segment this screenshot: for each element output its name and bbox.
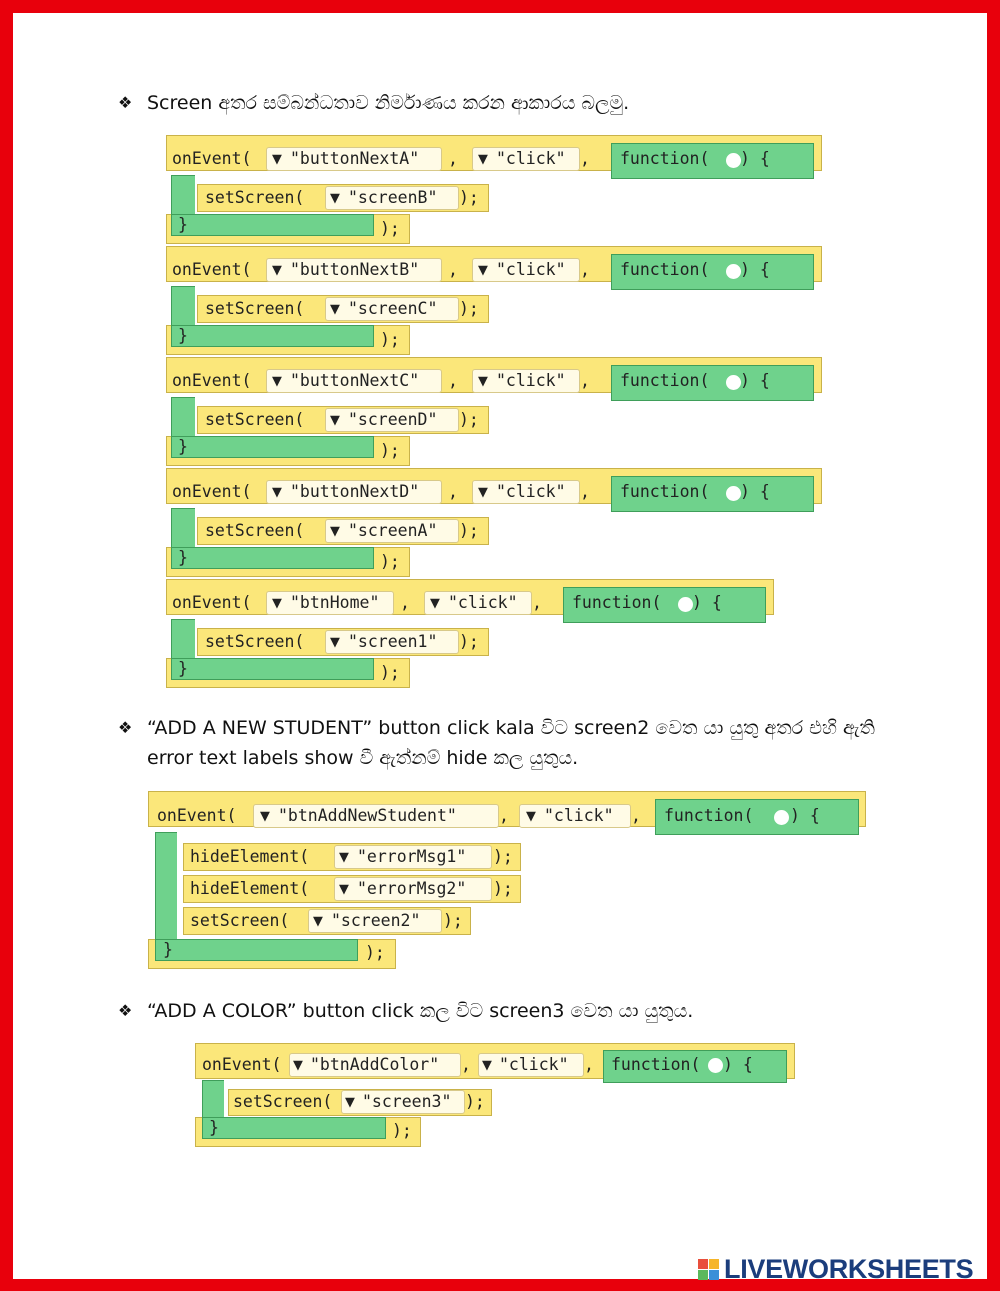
function-keyword: function( bbox=[664, 806, 754, 825]
dropdown-arrow-icon: ▼ bbox=[339, 879, 349, 898]
comma: , bbox=[448, 482, 458, 501]
set-screen-keyword: setScreen( bbox=[190, 911, 290, 930]
event-type-dropdown[interactable] bbox=[478, 1053, 584, 1077]
function-close-brace: } bbox=[178, 215, 188, 234]
statement-close: ); bbox=[493, 847, 513, 866]
function-footer bbox=[171, 658, 374, 680]
element-id-dropdown[interactable] bbox=[266, 258, 442, 282]
function-keyword: function( bbox=[620, 260, 710, 279]
dropdown-arrow-icon: ▼ bbox=[339, 847, 349, 866]
hide-target-value-1: "errorMsg1" bbox=[357, 847, 467, 866]
element-id-value: "buttonNextA" bbox=[290, 149, 420, 168]
dropdown-arrow-icon: ▼ bbox=[272, 593, 282, 612]
comma: , bbox=[580, 482, 590, 501]
dropdown-arrow-icon: ▼ bbox=[430, 593, 440, 612]
element-id-value: "buttonNextB" bbox=[290, 260, 420, 279]
screen-dropdown[interactable] bbox=[325, 186, 459, 210]
param-slot-icon bbox=[726, 264, 741, 279]
screen-dropdown[interactable] bbox=[325, 519, 459, 543]
event-type-value: "click" bbox=[496, 149, 566, 168]
event-type-dropdown[interactable] bbox=[519, 804, 631, 828]
onevent-close: ); bbox=[380, 219, 400, 238]
screen-value: "screen1" bbox=[348, 632, 438, 651]
comma: , bbox=[461, 1055, 471, 1074]
screen-dropdown[interactable] bbox=[325, 408, 459, 432]
set-screen-keyword: setScreen( bbox=[205, 410, 305, 429]
bullet-text-line2: error text labels show වී ඇත්නම් hide කල යුතුය. bbox=[147, 747, 579, 769]
element-id-value: "btnAddNewStudent" bbox=[278, 806, 457, 825]
element-id-dropdown[interactable] bbox=[266, 369, 442, 393]
element-id-dropdown[interactable] bbox=[266, 480, 442, 504]
element-id-dropdown[interactable] bbox=[266, 591, 394, 615]
statement-close: ); bbox=[459, 188, 479, 207]
dropdown-arrow-icon: ▼ bbox=[330, 299, 340, 318]
dropdown-arrow-icon: ▼ bbox=[478, 482, 488, 501]
comma: , bbox=[580, 149, 590, 168]
function-footer bbox=[171, 325, 374, 347]
hide-target-dropdown-1[interactable] bbox=[334, 845, 492, 869]
statement-close: ); bbox=[493, 879, 513, 898]
event-type-dropdown[interactable] bbox=[472, 369, 580, 393]
event-type-dropdown[interactable] bbox=[424, 591, 532, 615]
bullet-text: “ADD A COLOR” button click කල විට screen3 වෙත යා යුතුය. bbox=[147, 1000, 694, 1022]
hide-target-value-2: "errorMsg2" bbox=[357, 879, 467, 898]
diamond-bullet-icon: ❖ bbox=[118, 93, 133, 112]
onevent-keyword: onEvent( bbox=[172, 482, 252, 501]
comma: , bbox=[584, 1055, 594, 1074]
onevent-close: ); bbox=[380, 330, 400, 349]
onevent-keyword: onEvent( bbox=[172, 371, 252, 390]
dropdown-arrow-icon: ▼ bbox=[272, 482, 282, 501]
function-footer bbox=[202, 1117, 386, 1139]
comma: , bbox=[400, 593, 410, 612]
dropdown-arrow-icon: ▼ bbox=[260, 806, 270, 825]
event-type-value: "click" bbox=[499, 1055, 569, 1074]
function-open-brace: ) { bbox=[692, 593, 722, 612]
onevent-close: ); bbox=[380, 552, 400, 571]
dropdown-arrow-icon: ▼ bbox=[330, 521, 340, 540]
dropdown-arrow-icon: ▼ bbox=[330, 410, 340, 429]
screen-value: "screenA" bbox=[348, 521, 438, 540]
event-type-value: "click" bbox=[496, 371, 566, 390]
onevent-keyword: onEvent( bbox=[172, 593, 252, 612]
screen-dropdown[interactable] bbox=[325, 297, 459, 321]
function-footer bbox=[155, 939, 358, 961]
diamond-bullet-icon: ❖ bbox=[118, 718, 133, 737]
hide-element-keyword: hideElement( bbox=[190, 847, 310, 866]
screen-dropdown[interactable] bbox=[325, 630, 459, 654]
event-type-value: "click" bbox=[448, 593, 518, 612]
element-id-dropdown[interactable] bbox=[266, 147, 442, 171]
dropdown-arrow-icon: ▼ bbox=[478, 371, 488, 390]
dropdown-arrow-icon: ▼ bbox=[330, 188, 340, 207]
screen-value: "screenB" bbox=[348, 188, 438, 207]
logo-text: LIVEWORKSHEETS bbox=[724, 1254, 974, 1284]
dropdown-arrow-icon: ▼ bbox=[482, 1055, 492, 1074]
dropdown-arrow-icon: ▼ bbox=[313, 911, 323, 930]
onevent-keyword: onEvent( bbox=[172, 260, 252, 279]
statement-close: ); bbox=[459, 521, 479, 540]
param-slot-icon bbox=[774, 810, 789, 825]
comma: , bbox=[448, 371, 458, 390]
function-close-brace: } bbox=[178, 659, 188, 678]
element-id-value: "buttonNextD" bbox=[290, 482, 420, 501]
dropdown-arrow-icon: ▼ bbox=[478, 260, 488, 279]
event-type-value: "click" bbox=[544, 806, 614, 825]
param-slot-icon bbox=[726, 153, 741, 168]
event-type-dropdown[interactable] bbox=[472, 480, 580, 504]
bullet-text-line1: “ADD A NEW STUDENT” button click kala විට screen2 වෙත යා යුතු අතර එහි ඇති bbox=[147, 717, 875, 739]
screen-dropdown[interactable] bbox=[308, 909, 442, 933]
dropdown-arrow-icon: ▼ bbox=[272, 149, 282, 168]
statement-close: ); bbox=[459, 299, 479, 318]
bullet-text: Screen අතර සම්බන්ධතාව නිර්මාණය කරන ආකාරය බලමු. bbox=[147, 92, 630, 114]
comma: , bbox=[448, 260, 458, 279]
function-open-brace: ) { bbox=[723, 1055, 753, 1074]
screen-value: "screenD" bbox=[348, 410, 438, 429]
screen-value: "screen2" bbox=[331, 911, 421, 930]
statement-close: ); bbox=[465, 1092, 485, 1111]
function-footer bbox=[171, 214, 374, 236]
param-slot-icon bbox=[708, 1058, 723, 1073]
onevent-keyword: onEvent( bbox=[172, 149, 252, 168]
dropdown-arrow-icon: ▼ bbox=[478, 149, 488, 168]
screen-dropdown[interactable] bbox=[341, 1090, 465, 1114]
set-screen-keyword: setScreen( bbox=[205, 299, 305, 318]
event-type-dropdown[interactable] bbox=[472, 147, 580, 171]
function-open-brace: ) { bbox=[740, 149, 770, 168]
dropdown-arrow-icon: ▼ bbox=[526, 806, 536, 825]
function-keyword: function( bbox=[620, 482, 710, 501]
function-keyword: function( bbox=[611, 1055, 701, 1074]
onevent-close: ); bbox=[392, 1121, 412, 1140]
function-open-brace: ) { bbox=[740, 260, 770, 279]
function-close-brace: } bbox=[178, 548, 188, 567]
function-close-brace: } bbox=[178, 437, 188, 456]
dropdown-arrow-icon: ▼ bbox=[330, 632, 340, 651]
element-id-dropdown[interactable] bbox=[289, 1053, 461, 1077]
logo-blocks-icon bbox=[698, 1259, 720, 1281]
set-screen-keyword: setScreen( bbox=[205, 188, 305, 207]
function-open-brace: ) { bbox=[790, 806, 820, 825]
onevent-close: ); bbox=[365, 943, 385, 962]
hide-element-keyword: hideElement( bbox=[190, 879, 310, 898]
set-screen-keyword: setScreen( bbox=[233, 1092, 333, 1111]
dropdown-arrow-icon: ▼ bbox=[293, 1055, 303, 1074]
screen-value: "screenC" bbox=[348, 299, 438, 318]
function-keyword: function( bbox=[572, 593, 662, 612]
function-keyword: function( bbox=[620, 149, 710, 168]
onevent-keyword: onEvent( bbox=[202, 1055, 282, 1074]
event-type-value: "click" bbox=[496, 482, 566, 501]
dropdown-arrow-icon: ▼ bbox=[272, 260, 282, 279]
param-slot-icon bbox=[726, 486, 741, 501]
comma: , bbox=[580, 371, 590, 390]
diamond-bullet-icon: ❖ bbox=[118, 1001, 133, 1020]
element-id-value: "btnAddColor" bbox=[310, 1055, 440, 1074]
function-keyword: function( bbox=[620, 371, 710, 390]
dropdown-arrow-icon: ▼ bbox=[345, 1092, 355, 1111]
function-close-brace: } bbox=[178, 326, 188, 345]
onevent-close: ); bbox=[380, 441, 400, 460]
function-open-brace: ) { bbox=[740, 482, 770, 501]
function-close-brace: } bbox=[163, 940, 173, 959]
function-close-brace: } bbox=[209, 1118, 219, 1137]
comma: , bbox=[448, 149, 458, 168]
hide-target-dropdown-2[interactable] bbox=[334, 877, 492, 901]
comma: , bbox=[532, 593, 542, 612]
set-screen-keyword: setScreen( bbox=[205, 521, 305, 540]
set-screen-keyword: setScreen( bbox=[205, 632, 305, 651]
dropdown-arrow-icon: ▼ bbox=[272, 371, 282, 390]
comma: , bbox=[499, 806, 509, 825]
function-open-brace: ) { bbox=[740, 371, 770, 390]
event-type-value: "click" bbox=[496, 260, 566, 279]
function-footer bbox=[171, 547, 374, 569]
element-id-value: "buttonNextC" bbox=[290, 371, 420, 390]
element-id-dropdown[interactable] bbox=[253, 804, 499, 828]
event-type-dropdown[interactable] bbox=[472, 258, 580, 282]
param-slot-icon bbox=[726, 375, 741, 390]
function-footer bbox=[171, 436, 374, 458]
comma: , bbox=[631, 806, 641, 825]
onevent-keyword: onEvent( bbox=[157, 806, 237, 825]
statement-close: ); bbox=[459, 410, 479, 429]
statement-close: ); bbox=[443, 911, 463, 930]
onevent-close: ); bbox=[380, 663, 400, 682]
statement-close: ); bbox=[459, 632, 479, 651]
param-slot-icon bbox=[678, 597, 693, 612]
element-id-value: "btnHome" bbox=[290, 593, 380, 612]
screen-value: "screen3" bbox=[362, 1092, 452, 1111]
comma: , bbox=[580, 260, 590, 279]
